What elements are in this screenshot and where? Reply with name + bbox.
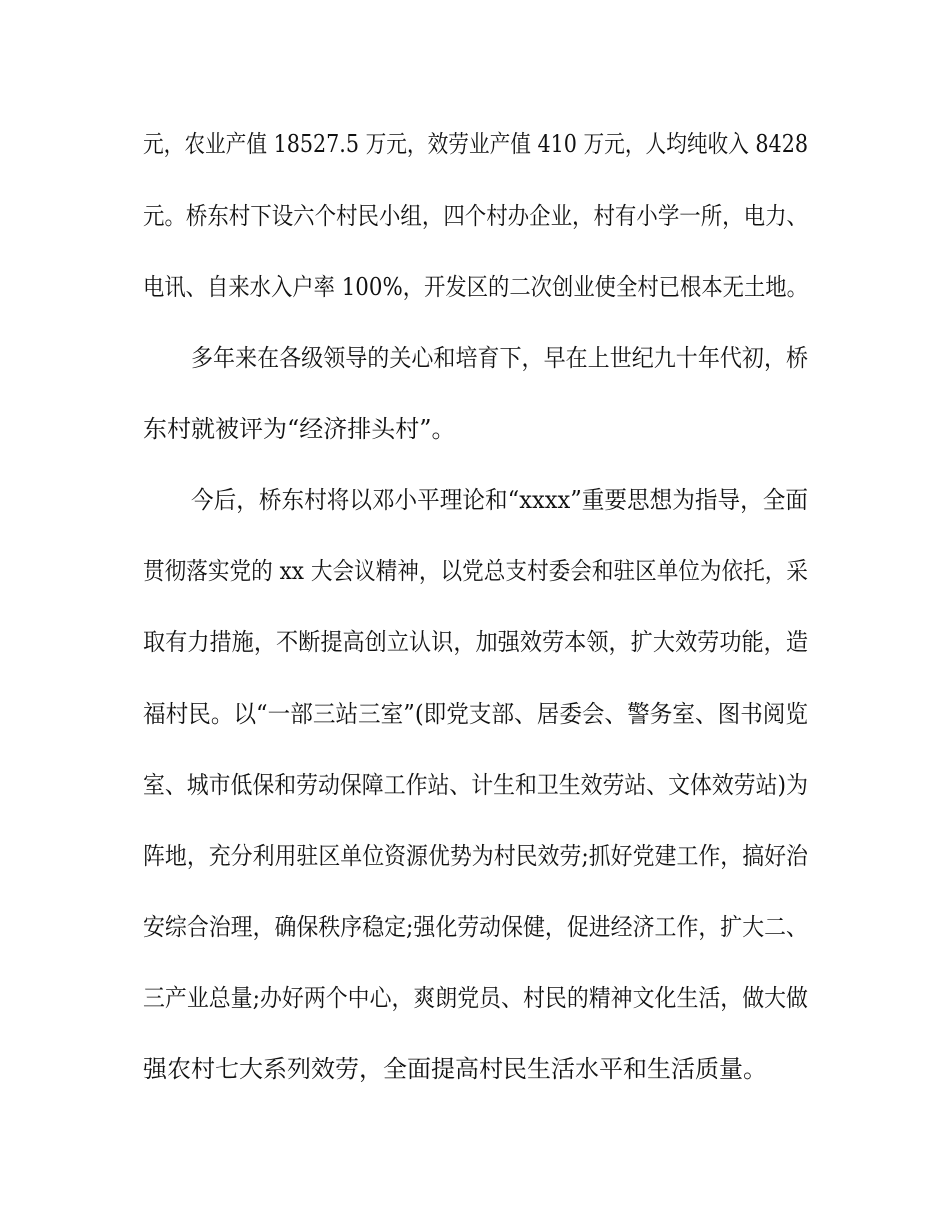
line-text: 电讯、自来水入户率 100%，开发区的二次创业使全村已根本无土地。 [143, 273, 808, 301]
text-line [0, 200, 950, 232]
line-text: 强农村七大系列效劳，全面提高村民生活水平和生活质量。 [143, 1055, 767, 1083]
text-line [0, 698, 950, 730]
line-text: 室、城市低保和劳动保障工作站、计生和卫生效劳站、文体效劳站)为 [143, 771, 808, 799]
text-line [0, 840, 950, 872]
text-line [0, 769, 950, 801]
text-line [0, 413, 950, 445]
line-text: 东村就被评为“经济排头村”。 [143, 415, 456, 443]
line-text: 贯彻落实党的 xx 大会议精神，以党总支村委会和驻区单位为依托，采 [143, 557, 809, 585]
line-text: 元，农业产值 18527.5 万元，效劳业产值 410 万元，人均纯收入 8428 [143, 130, 809, 158]
line-text: 福村民。以“一部三站三室”(即党支部、居委会、警务室、图书阅览 [143, 700, 809, 728]
text-line [0, 342, 950, 374]
line-text: 多年来在各级领导的关心和培育下，早在上世纪九十年代初，桥 [191, 344, 809, 372]
text-line [0, 555, 950, 587]
text-line [0, 271, 950, 303]
text-line [0, 128, 950, 160]
line-text: 三产业总量;办好两个中心，爽朗党员、村民的精神文化生活，做大做 [143, 984, 808, 1012]
line-text: 元。桥东村下设六个村民小组，四个村办企业，村有小学一所，电力、 [143, 202, 808, 230]
line-text: 阵地，充分利用驻区单位资源优势为村民效劳;抓好党建工作，搞好治 [143, 842, 808, 870]
text-line [0, 626, 950, 658]
line-text: 今后，桥东村将以邓小平理论和“xxxx”重要思想为指导，全面 [191, 486, 808, 514]
line-text: 取有力措施，不断提高创立认识，加强效劳本领，扩大效劳功能，造 [143, 628, 808, 656]
text-line [0, 911, 950, 943]
text-line [0, 982, 950, 1014]
line-text: 安综合治理，确保秩序稳定;强化劳动保健，促进经济工作，扩大二、 [143, 913, 808, 941]
text-line [0, 484, 950, 516]
text-line [0, 1053, 950, 1085]
